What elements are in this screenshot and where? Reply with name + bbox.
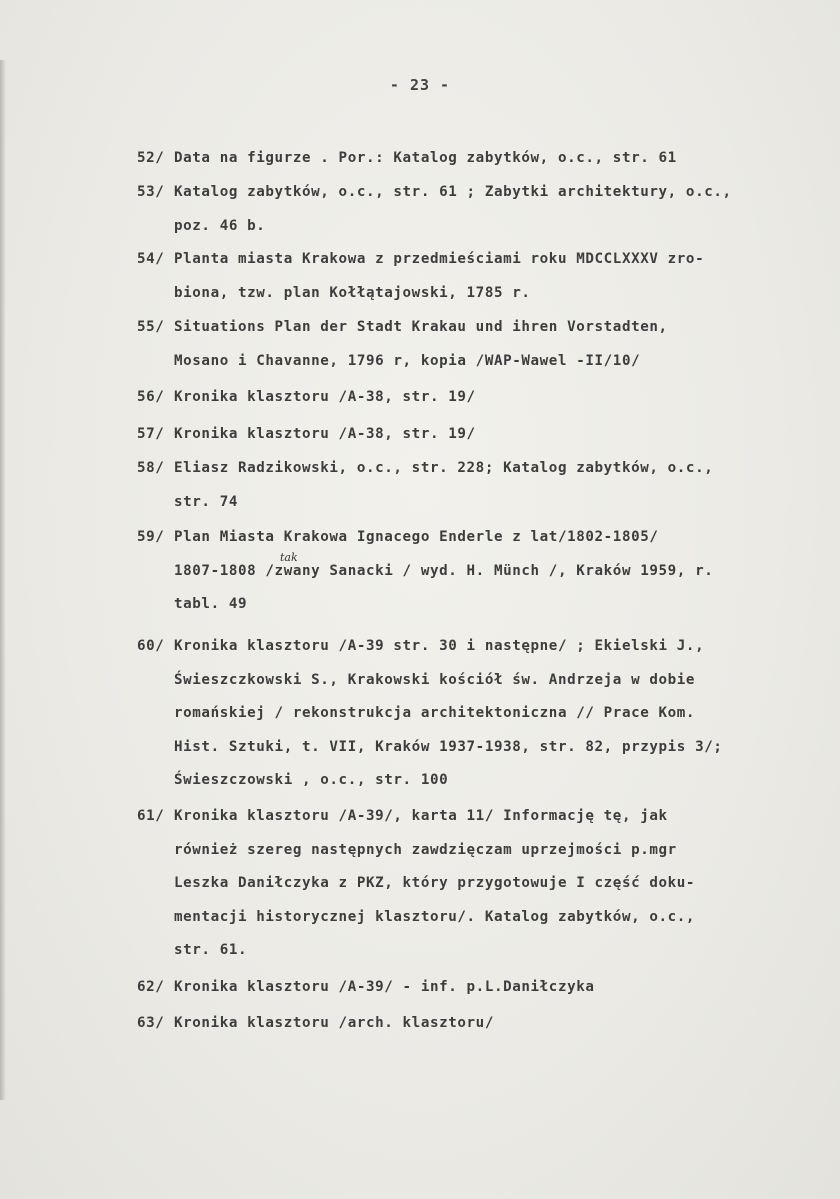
footnote-text: biona, tzw. plan Kołłątajowski, 1785 r. — [174, 284, 531, 301]
footnote-number: 63/ — [137, 1015, 165, 1031]
footnote-line — [137, 764, 817, 798]
footnote-text: Hist. Sztuki, t. VII, Kraków 1937-1938, str. 82, przypis 3/; — [174, 738, 723, 755]
footnote-line — [137, 834, 817, 868]
footnote-text: Eliasz Radzikowski, o.c., str. 228; Katalog zabytków, o.c., — [174, 460, 714, 476]
footnote-line — [137, 664, 817, 698]
footnote-52 — [137, 142, 817, 176]
footnote-line — [137, 345, 817, 379]
footnote-text: Planta miasta Krakowa z przedmieściami roku MDCCLXXXV zro- — [174, 251, 705, 267]
footnote-number: 54/ — [137, 251, 165, 267]
footnote-text: Kronika klasztoru /arch. klasztoru/ — [174, 1015, 494, 1031]
footnote-number: 62/ — [137, 979, 165, 995]
footnote-text: romańskiej / rekonstrukcja architektoniczna // Prace Kom. — [174, 705, 696, 721]
footnote-57 — [137, 418, 817, 452]
footnote-text: Świeszczkowski S., Krakowski kościół św. Andrzeja w dobie — [174, 671, 696, 688]
handwritten-insertion: tak — [280, 551, 298, 564]
footnote-line — [137, 521, 817, 555]
footnote-text: Kronika klasztoru /A-38, str. 19/ — [174, 389, 476, 405]
footnote-53 — [137, 176, 817, 243]
footnote-text: Leszka Daniłczyka z PKZ, który przygotowuje I część doku- — [174, 875, 696, 891]
footnote-text: Mosano i Chavanne, 1796 r, kopia /WAP-Wawel -II/10/ — [174, 352, 641, 369]
footnote-63 — [137, 1007, 817, 1041]
footnote-line — [137, 555, 817, 589]
footnote-59 — [137, 521, 817, 622]
footnote-60 — [137, 630, 817, 798]
footnote-text: Kronika klasztoru /A-39 str. 30 i następne/ ; Ekielski J., — [174, 638, 705, 654]
footnote-58 — [137, 452, 817, 519]
footnote-text: tabl. 49 — [174, 596, 248, 612]
footnote-62 — [137, 971, 817, 1005]
footnote-text: Plan Miasta Krakowa Ignacego Enderle z lat/1802-1805/ — [174, 529, 659, 545]
footnote-text: Kronika klasztoru /A-39/ - inf. p.L.Daniłczyka — [174, 979, 595, 995]
footnote-number: 52/ — [137, 150, 165, 166]
footnote-text: str. 74 — [174, 493, 238, 510]
footnote-line — [137, 418, 817, 452]
footnote-number: 56/ — [137, 389, 165, 405]
footnote-55 — [137, 311, 817, 378]
footnote-line — [137, 867, 817, 901]
footnote-line — [137, 243, 817, 277]
footnote-line — [137, 800, 817, 834]
footnote-text: poz. 46 b. — [174, 217, 266, 234]
footnote-line — [137, 1007, 817, 1041]
footnote-text: Świeszczowski , o.c., str. 100 — [174, 772, 449, 788]
page-number: - 23 - — [389, 76, 451, 94]
footnote-text: mentacji historycznej klasztoru/. Katalog zabytków, o.c., — [174, 908, 696, 925]
footnote-line — [137, 934, 817, 968]
footnote-61 — [137, 800, 817, 968]
footnote-text: również szereg następnych zawdzięczam uprzejmości p.mgr — [174, 841, 677, 858]
footnote-56 — [137, 381, 817, 415]
footnote-line — [137, 142, 817, 176]
footnote-number: 53/ — [137, 184, 165, 200]
footnote-line — [137, 311, 817, 345]
footnote-line — [137, 486, 817, 520]
footnote-line — [137, 277, 817, 311]
footnote-line — [137, 176, 817, 210]
footnote-text: 1807-1808 /zwany Sanacki / wyd. H. Münch /, Kraków 1959, r. — [174, 562, 714, 579]
footnote-number: 61/ — [137, 808, 165, 824]
footnote-number: 59/ — [137, 529, 165, 545]
footnote-line — [137, 452, 817, 486]
footnote-text: Kronika klasztoru /A-38, str. 19/ — [174, 426, 476, 442]
footnote-text: Kronika klasztoru /A-39/, karta 11/ Informację tę, jak — [174, 808, 668, 824]
footnote-text: Katalog zabytków, o.c., str. 61 ; Zabytki architektury, o.c., — [174, 184, 732, 200]
footnote-line — [137, 210, 817, 244]
footnote-line — [137, 731, 817, 765]
footnote-line — [137, 630, 817, 664]
footnote-number: 57/ — [137, 426, 165, 442]
footnote-text: Situations Plan der Stadt Krakau und ihren Vorstadten, — [174, 319, 668, 335]
footnote-number: 60/ — [137, 638, 165, 654]
footnote-text: Data na figurze . Por.: Katalog zabytków, o.c., str. 61 — [174, 150, 677, 166]
footnote-line — [137, 971, 817, 1005]
footnote-line — [137, 588, 817, 622]
page-edge-shadow — [0, 60, 6, 1100]
footnote-line — [137, 697, 817, 731]
footnote-line — [137, 901, 817, 935]
footnote-line — [137, 381, 817, 415]
footnote-number: 58/ — [137, 460, 165, 476]
footnote-text: str. 61. — [174, 942, 248, 958]
footnote-54 — [137, 243, 817, 310]
footnote-number: 55/ — [137, 319, 165, 335]
